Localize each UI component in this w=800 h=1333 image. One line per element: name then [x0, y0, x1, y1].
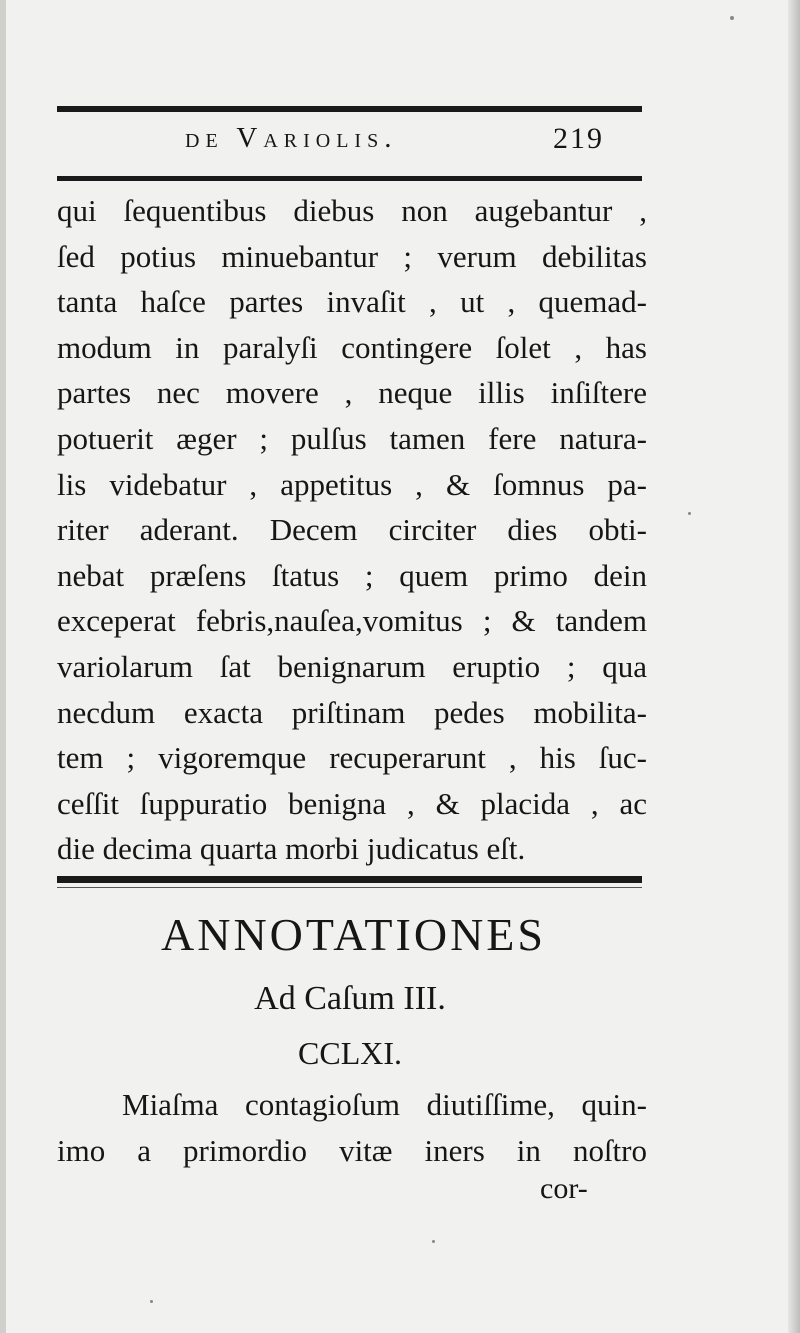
text-line: modum in paralyſi contingere ſolet , has: [57, 329, 647, 365]
section-subtitle: Ad Caſum III.: [254, 980, 446, 1017]
paper-speck: [730, 16, 734, 20]
text-line: ſed potius minuebantur ; verum debilitas: [57, 238, 647, 274]
text-line: lis videbatur , appetitus , & ſomnus pa-: [57, 466, 647, 502]
text-line: necdum exacta priſtinam pedes mobilita-: [57, 694, 647, 730]
catchword: cor-: [540, 1172, 588, 1205]
section-title: ANNOTATIONES: [161, 909, 546, 960]
text-line: tem ; vigoremque recuperarunt , his ſuc-: [57, 740, 647, 776]
text-line: tanta haſce partes invaſit , ut , quemad-: [57, 284, 647, 320]
section-divider-thick: [57, 876, 642, 883]
text-line: partes nec movere , neque illis inſiſtere: [57, 375, 647, 411]
body-paragraph: [57, 188, 647, 872]
section-divider-thin: [57, 887, 642, 888]
paper-speck: [432, 1240, 435, 1243]
text-line: Miaſma contagioſum diutiſſime, quin-: [122, 1087, 647, 1122]
paper-speck: [688, 512, 691, 515]
header-rule-bottom: [57, 176, 642, 181]
section-number: CCLXI.: [298, 1035, 402, 1071]
text-line: imo a primordio vitæ iners in noſtro: [57, 1133, 647, 1168]
text-line: die decima quarta morbi judicatus eſt.: [57, 831, 526, 867]
text-line: riter aderant. Decem circiter dies obti-: [57, 512, 647, 548]
text-line: variolarum ſat benignarum eruptio ; qua: [57, 648, 647, 684]
paper-speck: [150, 1300, 153, 1303]
page-edge-left: [0, 0, 6, 1333]
page-number: 219: [553, 122, 604, 155]
page-edge-right: [788, 0, 800, 1333]
annotation-paragraph: [57, 1082, 647, 1174]
header-rule-top: [57, 106, 642, 112]
running-head: de Variolis.: [185, 122, 398, 154]
text-line: nebat præſens ſtatus ; quem primo dein: [57, 557, 647, 593]
text-line: ceſſit ſuppuratio benigna , & placida , ac: [57, 785, 647, 821]
text-line: potuerit æger ; pulſus tamen fere natura-: [57, 420, 647, 456]
text-line: exceperat febris,nauſea,vomitus ; & tandem: [57, 603, 647, 639]
text-line: qui ſequentibus diebus non augebantur ,: [57, 193, 647, 228]
